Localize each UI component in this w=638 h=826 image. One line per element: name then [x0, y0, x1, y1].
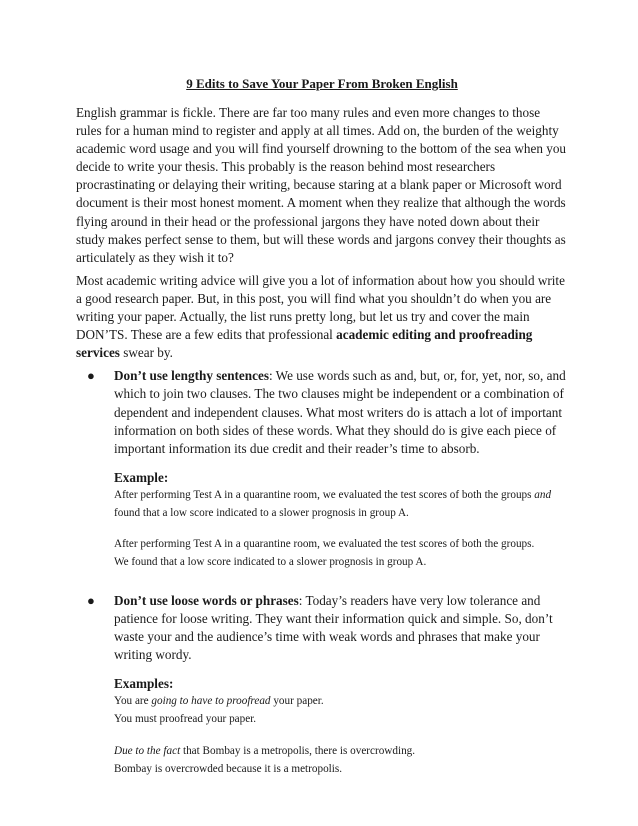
- example-heading: Example:: [114, 469, 169, 485]
- intro-paragraph: English grammar is fickle. There are far too many rules and even more changes to those rules for a human mind to register and apply at all times. Add on, the burden of the weighty academic word usage and you will find yourself drowning to the bottom of the sea when you decide to write your thesis. This probably is the reason behind most researchers procrastinating or delaying their writing, because staring at a blank paper or Microsoft word document is their most honest moment. A moment when they realize that although the words flying around in their head or the professional jargons they have noted down about their study makes perfect sense to them, but will these words and jargons convey their thoughts as articulately as they wish it to?: [76, 105, 567, 265]
- example-emphasis: Due to the fact: [114, 744, 181, 757]
- tip-heading: Don’t use lengthy sentences: [114, 368, 269, 384]
- tips-list: [76, 367, 568, 778]
- tip-lengthy-sentences: [76, 367, 568, 572]
- bullet-icon: ●: [87, 368, 95, 384]
- example-2-fixed: Bombay is overcrowded because it is a metropolis.: [114, 762, 343, 775]
- bullet-icon: ●: [87, 592, 95, 608]
- document-page: [76, 76, 568, 787]
- tip-loose-words: [76, 592, 568, 779]
- tip-heading: Don’t use loose words or phrases: [114, 592, 299, 608]
- examples-heading: Examples:: [114, 676, 174, 692]
- example-before: After performing Test A in a quarantine room, we evaluated the test scores of both the groups and found that a low score indicated to a slower prognosis in group A.: [114, 488, 552, 519]
- example-1-fixed: You must proofread your paper.: [114, 713, 257, 726]
- tip-text: [114, 592, 568, 664]
- example-emphasis: going to have to proofread: [151, 695, 271, 708]
- example-after-line-2: We found that a low score indicated to a slower prognosis in group A.: [114, 556, 427, 569]
- example-emphasis: and: [534, 488, 552, 501]
- overview-paragraph: [76, 272, 568, 362]
- tip-body: : We use words such as and, but, or, for, yet, nor, so, and which to join two clauses. The two clauses might be independent or a combination of dependent and independent clauses. What most writers do is attach a lot of important information on both sides of these words. What they should do is give each piece of important information its due credit and their reader’s time to absorb.: [114, 368, 566, 456]
- tip-body: : Today’s readers have very low tolerance and patience for loose writing. They want their information quick and simple. So, don’t waste your and the audience’s time with weak words and phrases that make your writing wordy.: [114, 592, 553, 663]
- example-after-line-1: After performing Test A in a quarantine room, we evaluated the test scores of both the groups.: [114, 538, 535, 551]
- overview-text-start: Most academic writing advice will give you a lot of information about how you should write a good research paper. But, in this post, you will find what you shouldn’t do when you are writing your paper. Actually, the list runs pretty long, but let us try and cover the main DON’TS. These are a few edits that professional: [76, 272, 565, 343]
- overview-text-end: swear by.: [119, 345, 173, 361]
- tip-text: [114, 367, 568, 457]
- example-2-wordy: Due to the fact that Bombay is a metropolis, there is overcrowding.: [114, 744, 416, 757]
- document-title: 9 Edits to Save Your Paper From Broken English: [186, 76, 458, 91]
- editing-services-link-text: academic editing and proofreading services: [76, 327, 533, 361]
- example-1-wordy: You are going to have to proofread your paper.: [114, 695, 324, 708]
